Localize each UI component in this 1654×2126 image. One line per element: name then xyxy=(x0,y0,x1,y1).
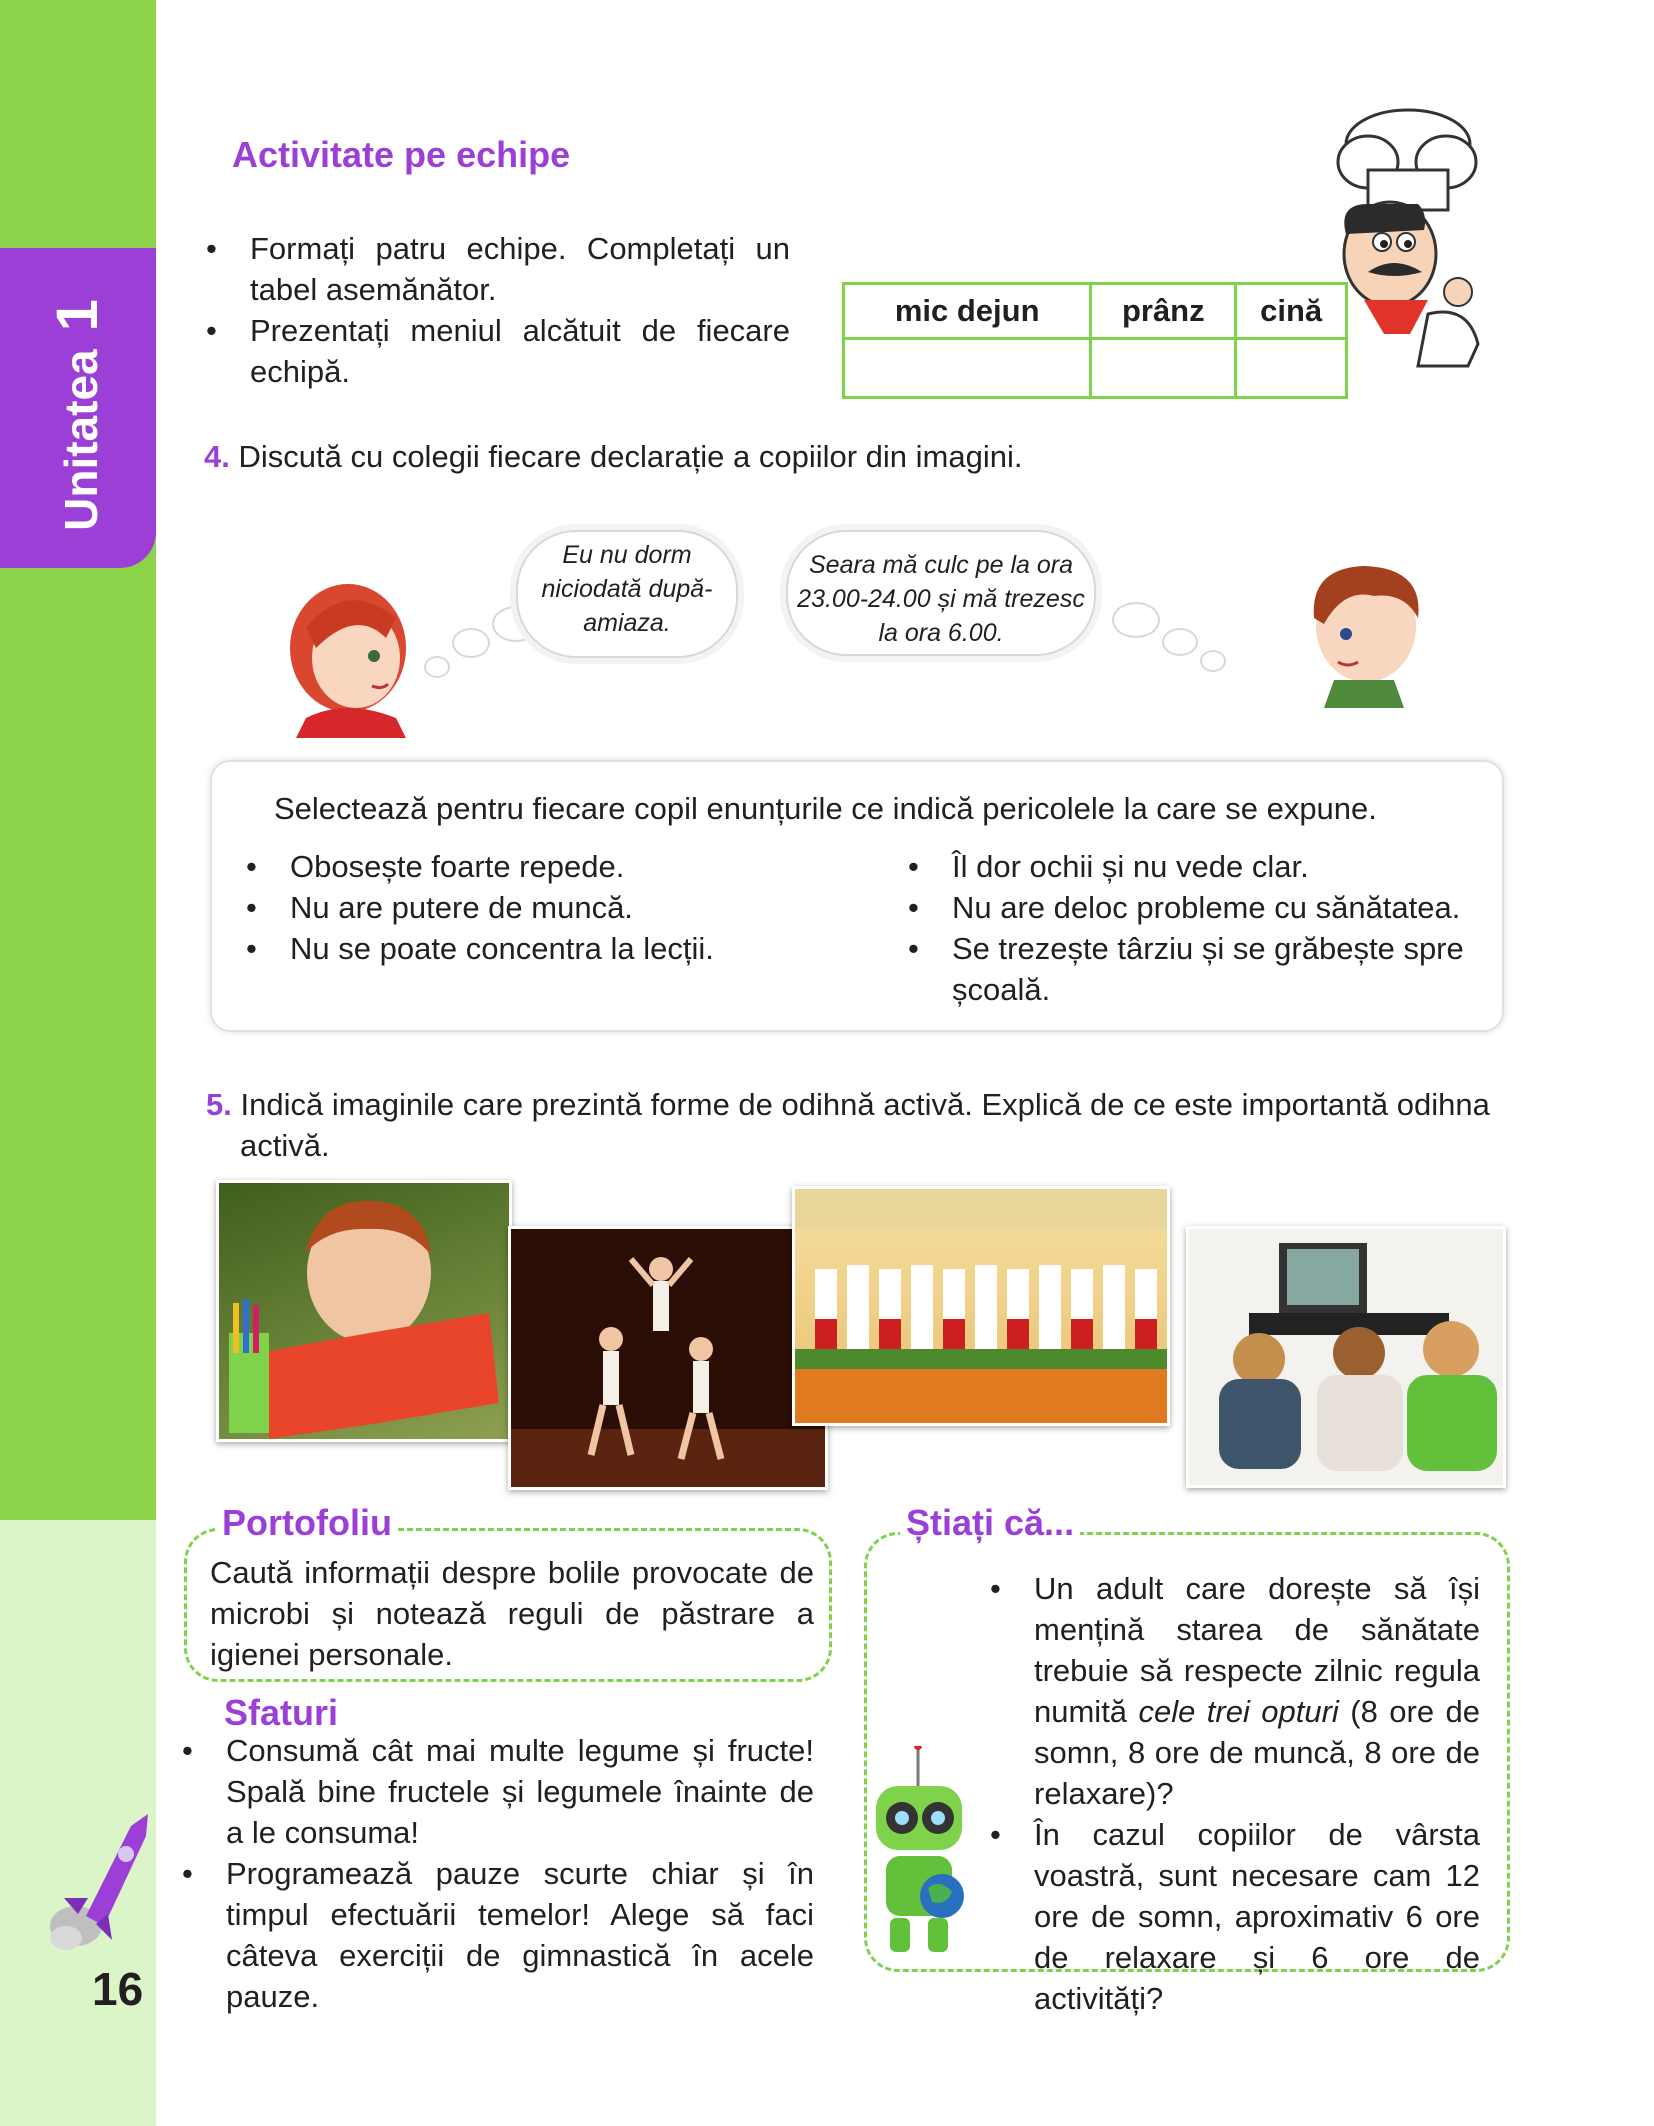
team-activity-title: Activitate pe echipe xyxy=(232,134,571,175)
speech-bubble-girl: Eu nu dorm niciodată după-amiaza. xyxy=(516,530,738,658)
table-header-breakfast: mic dejun xyxy=(844,284,1091,339)
did-you-know-list xyxy=(990,1568,1480,2019)
list-item: • Obosește foarte repede. xyxy=(246,846,866,887)
table-header-dinner: cină xyxy=(1236,284,1347,339)
exercise-4 xyxy=(204,436,1304,477)
left-statements xyxy=(246,846,866,969)
robot-illustration xyxy=(856,1746,986,1956)
thought-puff xyxy=(452,628,490,658)
list-item: • Consumă cât mai multe legume și fructe! Spală bine fructele și legumele înainte de a le consuma! xyxy=(182,1730,814,1853)
list-item: • Prezentați meniul alcătuit de fiecare echipă. xyxy=(206,310,790,392)
thought-puff xyxy=(424,656,450,678)
menu-table xyxy=(842,282,1348,399)
fact-1-end: (8 ore de somn, 8 ore de muncă, 8 ore de relaxare)? xyxy=(1034,1694,1480,1811)
thought-puff xyxy=(1200,650,1226,672)
table-cell xyxy=(844,339,1091,398)
unit-label xyxy=(43,255,113,575)
photo-boy-reading xyxy=(216,1180,512,1442)
unit-number: 1 xyxy=(45,299,110,332)
list-item: • Formați patru echipe. Completați un tabel asemănător. xyxy=(206,228,790,310)
exercise-5-number: 5. xyxy=(206,1087,232,1122)
thought-puff xyxy=(1112,602,1160,638)
list-item xyxy=(990,1568,1480,1814)
table-header-row xyxy=(844,284,1347,339)
list-item: • Se trezește târziu și se grăbește spre școală. xyxy=(908,928,1478,1010)
advice-title: Sfaturi xyxy=(224,1692,339,1733)
page-number: 16 xyxy=(92,1963,144,2015)
thought-puff xyxy=(1162,628,1198,656)
portfolio-title: Portofoliu xyxy=(218,1502,396,1544)
portfolio-text: Caută informații despre bolile provocate de microbi și notează reguli de păstrare a igienei personale. xyxy=(210,1555,814,1672)
table-row xyxy=(844,339,1347,398)
unit-label-text: Unitatea xyxy=(55,349,107,531)
boy-illustration xyxy=(1284,548,1444,708)
advice-list xyxy=(182,1730,814,2017)
exercise-5-text: Indică imaginile care prezintă forme de odihnă activă. Explică de ce este importantă odihna activă. xyxy=(240,1087,1490,1163)
select-instruction: Selectează pentru fiecare copil enunțurile ce indică pericolele la care se expune. xyxy=(274,791,1377,826)
table-header-lunch: prânz xyxy=(1091,284,1236,339)
list-item: • În cazul copiilor de vârsta voastră, sunt necesare cam 12 ore de somn, aproximativ 6 ore de relaxare și 6 ore de activități? xyxy=(990,1814,1480,2019)
did-you-know-title: Știați că... xyxy=(900,1502,1080,1544)
fact-1-italic: cele trei opturi xyxy=(1138,1694,1339,1729)
speech-bubble-boy: Seara mă culc pe la ora 23.00-24.00 și mă trezesc la ora 6.00. xyxy=(786,530,1096,656)
list-item: • Nu se poate concentra la lecții. xyxy=(246,928,866,969)
photo-choir xyxy=(792,1186,1170,1426)
team-activity-list xyxy=(206,228,790,392)
photo-gymnastics xyxy=(508,1226,828,1490)
chef-illustration xyxy=(1318,104,1498,374)
photo-kids-tv xyxy=(1186,1226,1506,1488)
exercise-4-text: Discută cu colegii fiecare declarație a copiilor din imagini. xyxy=(238,439,1023,474)
exercise-5 xyxy=(206,1084,1516,1166)
table-cell xyxy=(1091,339,1236,398)
fact-1-start: Un adult care dorește să își mențină starea de sănătate trebuie să respecte zilnic regula numită xyxy=(1034,1571,1480,1729)
rocket-icon xyxy=(36,1806,156,1956)
girl-illustration xyxy=(276,568,426,738)
list-item: • Programează pauze scurte chiar și în timpul efectuării temelor! Alege să faci câteva exerciții de gimnastică în acele pauze. xyxy=(182,1853,814,2017)
list-item: • Nu are putere de muncă. xyxy=(246,887,866,928)
exercise-4-number: 4. xyxy=(204,439,230,474)
right-statements xyxy=(908,846,1478,1010)
list-item: • Nu are deloc probleme cu sănătatea. xyxy=(908,887,1478,928)
list-item: • Îl dor ochii și nu vede clar. xyxy=(908,846,1478,887)
